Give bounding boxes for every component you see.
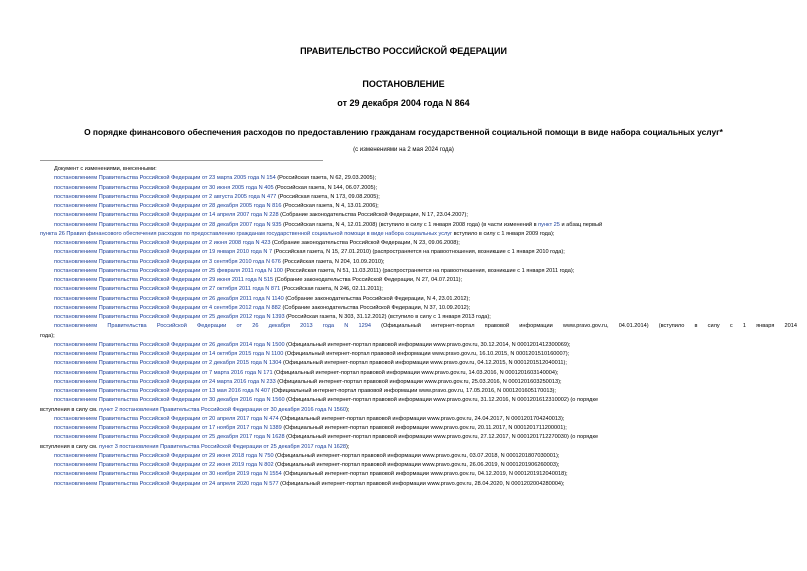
amendment-link[interactable]: постановлением Правительства Российской Федерации от 14 октября 2015 года N 1100 <box>54 351 284 357</box>
amendment-link[interactable]: постановлением Правительства Российской Федерации от 3 сентября 2010 года N 676 <box>54 258 281 265</box>
amendment-line <box>40 359 797 368</box>
amendment-text: (Официальный интернет-портал правовой информации www.pravo.gov.ru, 14.03.2016, N 0001201603140004); <box>272 369 559 376</box>
amendment-text: (Официальный интернет-портал правовой информации www.pravo.gov.ru, 25.03.2016, N 0001201603250013); <box>275 378 562 385</box>
amendment-text: (Официальный интернет-портал правовой информации www.pravo.gov.ru, 17.05.2016, N 0001201605170013); <box>270 388 556 394</box>
amendment-line <box>40 184 797 193</box>
amendment-line <box>40 378 797 387</box>
amendment-text: ); <box>346 406 350 413</box>
amendment-line <box>40 295 797 304</box>
document-title: О порядке финансового обеспечения расходов по предоставлению гражданам государственной социальной помощи в виде набора социальных услуг* <box>84 127 723 137</box>
amendment-text: (Официальный интернет-портал правовой информации www.pravo.gov.ru, 30.12.2014, N 0001201412300069); <box>284 341 571 348</box>
amendment-link[interactable]: постановлением Правительства Российской Федерации от 25 декабря 2017 года N 1628 <box>54 434 285 441</box>
amendment-text: (Собрание законодательства Российской Федерации, N 17, 23.04.2007); <box>278 212 468 219</box>
amendment-line <box>40 276 797 285</box>
amendment-line <box>40 221 797 230</box>
amendment-text: (Российская газета, N 51, 11.03.2011) (распространяется на правоотношения, возникшие с 1 января 2011 года); <box>282 267 575 274</box>
amendment-link[interactable]: постановлением Правительства Российской Федерации от 29 июня 2018 года N 750 <box>54 452 274 459</box>
amendment-link[interactable]: постановлением Правительства Российской Федерации от 29 июня 2011 года N 515 <box>54 277 274 283</box>
amendment-link[interactable]: пункта 26 Правил финансового обеспечения расходов по предоставлению гражданам государственной социальной помощи в виде набора социальных услуг <box>40 230 453 237</box>
changes-intro: Документ с изменениями, внесенными: <box>54 166 157 172</box>
amendment-link[interactable]: постановлением Правительства Российской Федерации от 26 декабря 2011 года N 1140 <box>54 295 284 302</box>
amendment-link[interactable]: постановлением Правительства Российской Федерации от 14 апреля 2007 года N 228 <box>54 212 279 219</box>
amendment-line <box>40 304 797 313</box>
amendment-text: ); <box>346 443 350 450</box>
amendment-line <box>40 193 797 202</box>
amendment-line <box>40 415 797 424</box>
amendment-text: (Собрание законодательства Российской Федерации, N 27, 04.07.2011); <box>273 277 463 283</box>
amendment-text: (Российская газета, N 62, 29.03.2005); <box>275 175 377 182</box>
revision-note: (с изменениями на 2 мая 2024 года) <box>353 147 454 153</box>
amendment-line <box>40 350 797 359</box>
amendment-text: (Собрание законодательства Российской Федерации, N 37, 10.09.2012); <box>280 304 471 311</box>
amendment-line <box>40 424 797 433</box>
amendment-link[interactable]: постановлением Правительства Российской Федерации от 28 декабря 2007 года N 935 <box>54 221 282 228</box>
amendment-text: (Российская газета, N 144, 06.07.2005); <box>273 184 378 191</box>
amendment-link[interactable]: постановлением Правительства Российской Федерации от 30 июня 2005 года N 405 <box>54 184 274 191</box>
amendment-line <box>40 211 797 220</box>
amendment-link[interactable]: постановлением Правительства Российской Федерации от 22 июня 2019 года N 802 <box>54 462 274 468</box>
amendment-line <box>40 248 797 257</box>
amendment-link[interactable]: постановлением Правительства Российской Федерации от 13 мая 2016 года N 407 <box>54 388 271 394</box>
amendment-link[interactable]: постановлением Правительства Российской Федерации от 19 января 2010 года N 7 <box>54 249 273 256</box>
amendment-line <box>40 267 797 276</box>
changes-list <box>40 165 797 489</box>
amendment-text: (Официальный интернет-портал правовой информации www.pravo.gov.ru, 03.07.2018, N 0001201807030001); <box>273 452 560 459</box>
amendment-line <box>40 470 797 479</box>
amendment-link[interactable]: постановлением Правительства Российской Федерации от 4 сентября 2012 года N 882 <box>54 304 281 311</box>
government-heading: ПРАВИТЕЛЬСТВО РОССИЙСКОЙ ФЕДЕРАЦИИ <box>300 46 507 56</box>
amendment-link[interactable]: постановлением Правительства Российской Федерации от 20 апреля 2017 года N 474 <box>54 415 279 422</box>
amendment-line <box>40 406 797 415</box>
amendment-text: (Российская газета, N 4, 13.01.2006); <box>281 203 379 209</box>
amendment-line <box>40 285 797 294</box>
document-date: от 29 декабря 2004 года N 864 <box>337 98 470 108</box>
amendment-line <box>40 396 797 405</box>
amendment-text: года); <box>40 332 55 339</box>
amendment-line <box>40 341 797 350</box>
amendment-line <box>40 202 797 211</box>
amendment-text: (Собрание законодательства Российской Федерации, N 4, 23.01.2012); <box>283 295 470 302</box>
amendment-link[interactable]: пункт 25 <box>538 221 560 228</box>
amendment-link[interactable]: постановлением Правительства Российской Федерации от 7 марта 2016 года N 171 <box>54 369 273 376</box>
amendment-text: (Российская газета, N 204, 10.09.2010); <box>280 258 385 265</box>
amendment-text: вступления в силу см. <box>40 443 100 450</box>
amendment-link[interactable]: постановлением Правительства Российской Федерации от 27 октября 2011 года N 871 <box>54 286 281 293</box>
amendment-line <box>40 332 797 341</box>
amendment-text: (Российская газета, N 15, 27.01.2010) (распространяется на правоотношения, возникшие с 1 января 2010 года); <box>272 249 565 256</box>
amendment-link[interactable]: постановлением Правительства Российской Федерации от 24 апреля 2020 года N 577 <box>54 480 279 487</box>
amendment-text: (Российская газета, N 173, 09.08.2005); <box>276 193 380 200</box>
amendment-link[interactable]: постановлением Правительства Российской Федерации от 2 августа 2005 года N 477 <box>54 193 277 200</box>
amendment-text: (Официальный интернет-портал правовой информации www.pravo.gov.ru, 04.12.2015, N 0001201512040011); <box>281 360 567 367</box>
amendment-line <box>40 322 797 331</box>
amendment-link[interactable]: постановлением Правительства Российской Федерации от 30 декабря 2016 года N 1560 <box>54 397 285 404</box>
amendment-link[interactable]: постановлением Правительства Российской Федерации от 24 марта 2016 года N 233 <box>54 378 276 385</box>
amendment-link[interactable]: постановлением Правительства Российской Федерации от 26 декабря 2013 года N 1294 <box>54 323 371 330</box>
amendment-link[interactable]: постановлением Правительства Российской Федерации от 23 марта 2005 года N 154 <box>54 175 276 182</box>
amendment-line <box>40 480 797 489</box>
amendment-text: вступления в силу см. <box>40 406 100 413</box>
amendment-line <box>40 387 797 396</box>
amendment-link[interactable]: пункт 2 постановления Правительства Российской Федерации от 30 декабря 2016 года N 1560 <box>99 406 347 413</box>
amendment-link[interactable]: постановлением Правительства Российской Федерации от 25 декабря 2012 года N 1393 <box>54 314 285 320</box>
amendment-line <box>40 313 797 322</box>
amendment-text: (Российская газета, N 246, 02.11.2011); <box>280 286 383 293</box>
amendment-link[interactable]: постановлением Правительства Российской Федерации от 17 ноября 2017 года N 1389 <box>54 425 282 431</box>
amendment-link[interactable]: пункт 3 постановления Правительства Российской Федерации от 25 декабря 2017 года N 1628 <box>99 443 347 450</box>
amendment-line <box>40 174 797 183</box>
amendment-text: (Официальный интернет-портал правовой информации www.pravo.gov.ru, 16.10.2015, N 0001201510160007); <box>283 351 570 357</box>
amendment-link[interactable]: постановлением Правительства Российской Федерации от 25 февраля 2011 года N 100 <box>54 267 283 274</box>
amendment-line <box>40 433 797 442</box>
amendment-text: (Официальный интернет-портал правовой информации www.pravo.gov.ru, 27.12.2017, N 0001201712270030) (о порядке <box>284 434 599 441</box>
amendment-text: и абзац первый <box>559 221 603 228</box>
amendment-text: (Официальный интернет-портал правовой информации www.pravo.gov.ru, 24.04.2017, N 0001201704240013); <box>278 415 565 422</box>
amendment-link[interactable]: постановлением Правительства Российской Федерации от 26 декабря 2014 года N 1500 <box>54 341 285 348</box>
amendment-line <box>40 443 797 452</box>
document-kind: ПОСТАНОВЛЕНИЕ <box>362 79 445 89</box>
amendment-text: (Российская газета, N 303, 31.12.2012) (вступило в силу с 1 января 2013 года); <box>284 314 491 320</box>
amendment-line <box>40 461 797 470</box>
amendment-link[interactable]: постановлением Правительства Российской Федерации от 28 декабря 2005 года N 816 <box>54 203 282 209</box>
amendment-link[interactable]: постановлением Правительства Российской Федерации от 2 декабря 2015 года N 1304 <box>54 360 282 367</box>
amendment-line <box>40 258 797 267</box>
amendment-text: (Официальный интернет-портал правовой информации www.pravo.gov.ru, 26.06.2019, N 0001201906260003); <box>273 462 560 468</box>
amendment-line <box>40 452 797 461</box>
amendment-text: (Российская газета, N 4, 12.01.2008) (вступило в силу с 1 января 2008 года) (в части изменений в <box>281 221 539 228</box>
amendment-line <box>40 230 797 239</box>
amendment-line <box>40 369 797 378</box>
amendment-text: (Официальный интернет-портал правовой информации www.pravo.gov.ru, 28.04.2020, N 0001202004280004); <box>278 480 565 487</box>
amendment-text: (Официальный интернет-портал правовой информации www.pravo.gov.ru, 31.12.2016, N 0001201612310002) (о порядке <box>284 397 599 404</box>
amendment-text: вступило в силу с 1 января 2009 года); <box>452 230 555 237</box>
amendment-text: (Официальный интернет-портал правовой информации www.pravo.gov.ru, 04.12.2019, N 0001201912040018); <box>281 471 568 478</box>
divider <box>40 160 323 161</box>
amendment-text: (Официальный интернет-портал правовой информации www.pravo.gov.ru, 04.01.2014) (вступило в силу с 1 января 2014 <box>370 323 797 330</box>
amendment-link[interactable]: постановлением Правительства Российской Федерации от 30 ноября 2019 года N 1554 <box>54 471 282 478</box>
amendment-text: (Официальный интернет-портал правовой информации www.pravo.gov.ru, 20.11.2017, N 0001201711200001); <box>281 425 567 431</box>
amendment-line <box>40 239 797 248</box>
amendment-text: (Собрание законодательства Российской Федерации, N 23, 09.06.2008); <box>270 240 460 246</box>
amendment-link[interactable]: постановлением Правительства Российской Федерации от 2 июня 2008 года N 423 <box>54 240 271 246</box>
